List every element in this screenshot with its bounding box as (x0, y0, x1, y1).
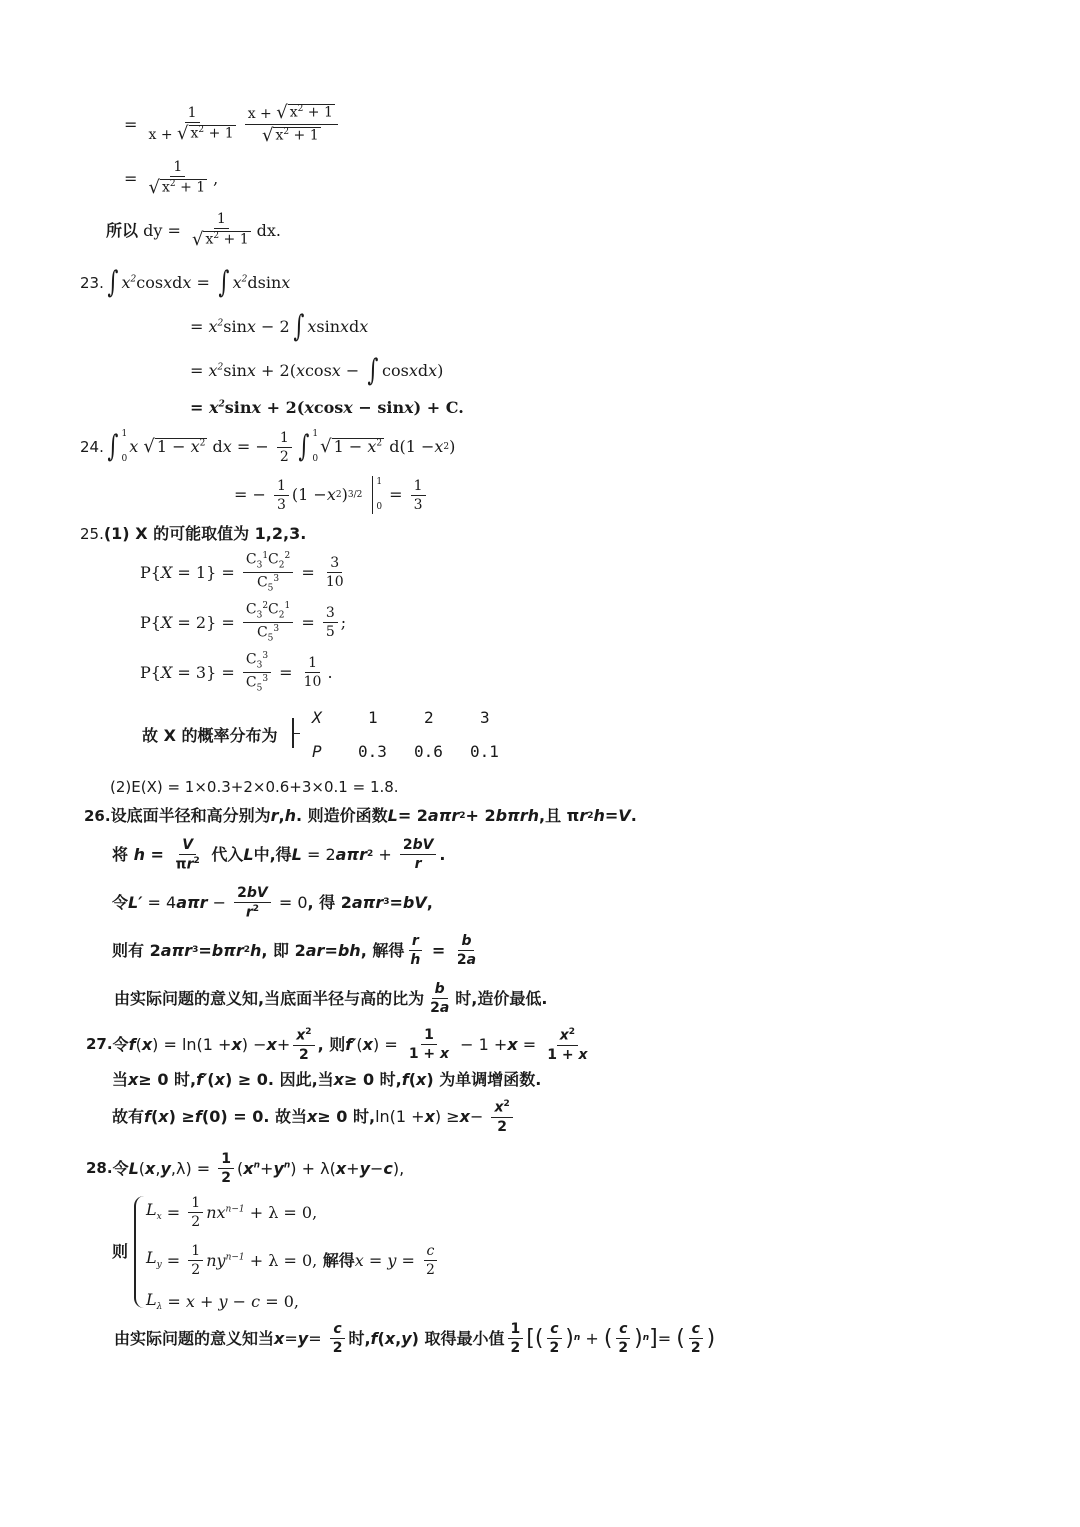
table-cell: X (312, 707, 322, 727)
q28-eq-2: $L_y$ = $\frac{1}{2}$ $ny^{n-1}$ + λ = 0, 解得 x = y = $\frac{c}{2}$ (146, 1244, 441, 1277)
q25-p2: P{ X = 2} = $\frac{C_3^2C_2^1}{C_5^3}$ = $\frac{3}{5}$ ; (140, 601, 347, 644)
q25-number: 25. (80, 524, 104, 543)
q24-number: 24. (80, 437, 104, 456)
q23-line-1: 23. ∫ $x^2$ cos x d x = ∫ $x^2$ dsin x (80, 265, 291, 300)
table-cell: 0.3 (358, 741, 387, 761)
q28-final: 由实际问题的意义知当 x = y = $\frac{c}{2}$ 时, f ( x , y ) 取得最小值 $\frac{1}{2}$ [( $\frac{c}{2}$ ) n + ( $\frac{c}{2}$ ) n ] = ( $\frac{c}{2}$ ) (114, 1321, 716, 1356)
q26-line-1: 26. 设底面半径和高分别为 r , h . 则造价函数 L = 2 aπr 2 + 2 bπrh ,且 π r 2 h = V . (84, 806, 637, 825)
table-cell: 0.6 (414, 741, 443, 761)
q27-line-2: 当 x ≥ 0 时, f′ ( x ) ≥ 0. 因此,当 x ≥ 0 时, f ( x ) 为单调增函数. (112, 1070, 542, 1089)
q22-conclusion-prefix: 所以 (106, 220, 139, 240)
q22-step-2: = 1 √ $x^2 + 1$ , (124, 159, 219, 198)
q25-intro-row (80, 526, 306, 542)
equation-system-brace (134, 1196, 144, 1308)
q23-line-4: = $x^2$ sin x + 2( x cos x − sin x ) + C. (190, 398, 464, 417)
table-tick (292, 733, 300, 734)
table-cell: 2 (424, 707, 434, 727)
table-value-row (312, 740, 536, 762)
q25-intro: (1) X 的可能取值为 1,2,3. (103, 524, 307, 543)
q28-eq-1: $L_x$ = $\frac{1}{2}$ $nx^{n-1}$ + λ = 0, (146, 1195, 318, 1230)
q26-line-2-prefix: 将 (112, 844, 129, 864)
q24-line-1: 24. ∫ 1 0 x √ $1 - x^2$ d x = − $\frac{1}{2}$ ∫ 1 0 √ $1 - x^2$ d(1 − x 2 ) (80, 429, 456, 465)
q27-line-3: 故有 f ( x ) ≥ f (0) = 0. 故当 x ≥ 0 时, ln(1 + x ) ≥ x − $\frac{x^2}{2}$ (112, 1100, 516, 1134)
distribution-table (312, 706, 536, 762)
q25-part2: (2)E(X) = 1×0.3+2×0.6+3×0.1 = 1.8. (110, 778, 399, 796)
q28-line-1: 28. 令 L ( x , y ,λ) = $\frac{1}{2}$ ( $x^n$ + $y^n$ ) + λ( x + y − c ), (86, 1151, 405, 1186)
table-header-row (312, 706, 536, 728)
q23-line-3: = $x^2$ sin x + 2( x cos x − ∫ cos x d x ) (190, 353, 444, 388)
q26-line-3: 令 L′ = 4 aπr − $\frac{2bV}{r^2}$ = 0 , 得 2 aπr 3 = bV , (112, 885, 433, 921)
q28-eq-3: $L_\lambda$ = x + y − c = 0, (146, 1290, 299, 1313)
q26-number: 26. (84, 806, 111, 825)
q24-line-2: = − $\frac{1}{3}$ (1 − x 2 ) 3/2 1 0 = $\frac{1}{3}$ (234, 476, 429, 514)
q27-line-1: 27. 令 f ( x ) = ln(1 + x ) − x + $\frac{x^2}{2}$ , 则 f′ ( x ) = $\frac{1}{1 + x}$ − 1 + x = $\frac{x^2}{1 + x}$ (86, 1027, 588, 1063)
q27-number: 27. (86, 1035, 113, 1054)
q22-step-1: = 1 x + √ $x^2 + 1$ x + √ $x^2 + 1$ √ $x^2 + 1$ (124, 104, 341, 145)
q25-dist-label: 故 X 的概率分布为 (142, 726, 278, 745)
q26-line-5: 由实际问题的意义知,当底面半径与高的比为 $\frac{b}{2a}$ 时,造价最低. (114, 981, 548, 1016)
q22-conclusion: 所以 dy = 1 √ $x^2 + 1$ dx. (106, 211, 281, 250)
q26-line-2: 将 h = $\frac{V}{\pi r^2}$ 代入 L 中,得 L = 2 aπr 2 + $\frac{2bV}{r}$ . (112, 837, 446, 873)
q25-p3: P{ X = 3} = $\frac{C_3^3}{C_5^3}$ = $\frac{1}{10}$ . (140, 651, 333, 694)
table-cell: 3 (480, 707, 490, 727)
table-cell: P (312, 741, 322, 761)
q25-p1: P{ X = 1} = $\frac{C_3^1C_2^2}{C_5^3}$ = $\frac{3}{10}$ (140, 551, 344, 594)
q26-line-4: 则有 2 aπr 3 = bπr 2 h , 即 2 ar = bh , 解得 $\frac{r}{h}$ = $\frac{b}{2a}$ (112, 933, 477, 968)
table-cell: 1 (368, 707, 378, 727)
q23-number: 23. (80, 273, 104, 292)
q28-ze: 则 (112, 1242, 129, 1261)
q23-line-2: = $x^2$ sin x − 2 ∫ x sin x d x (190, 309, 369, 344)
table-cell: 0.1 (470, 741, 499, 761)
q28-number: 28. (86, 1159, 113, 1177)
